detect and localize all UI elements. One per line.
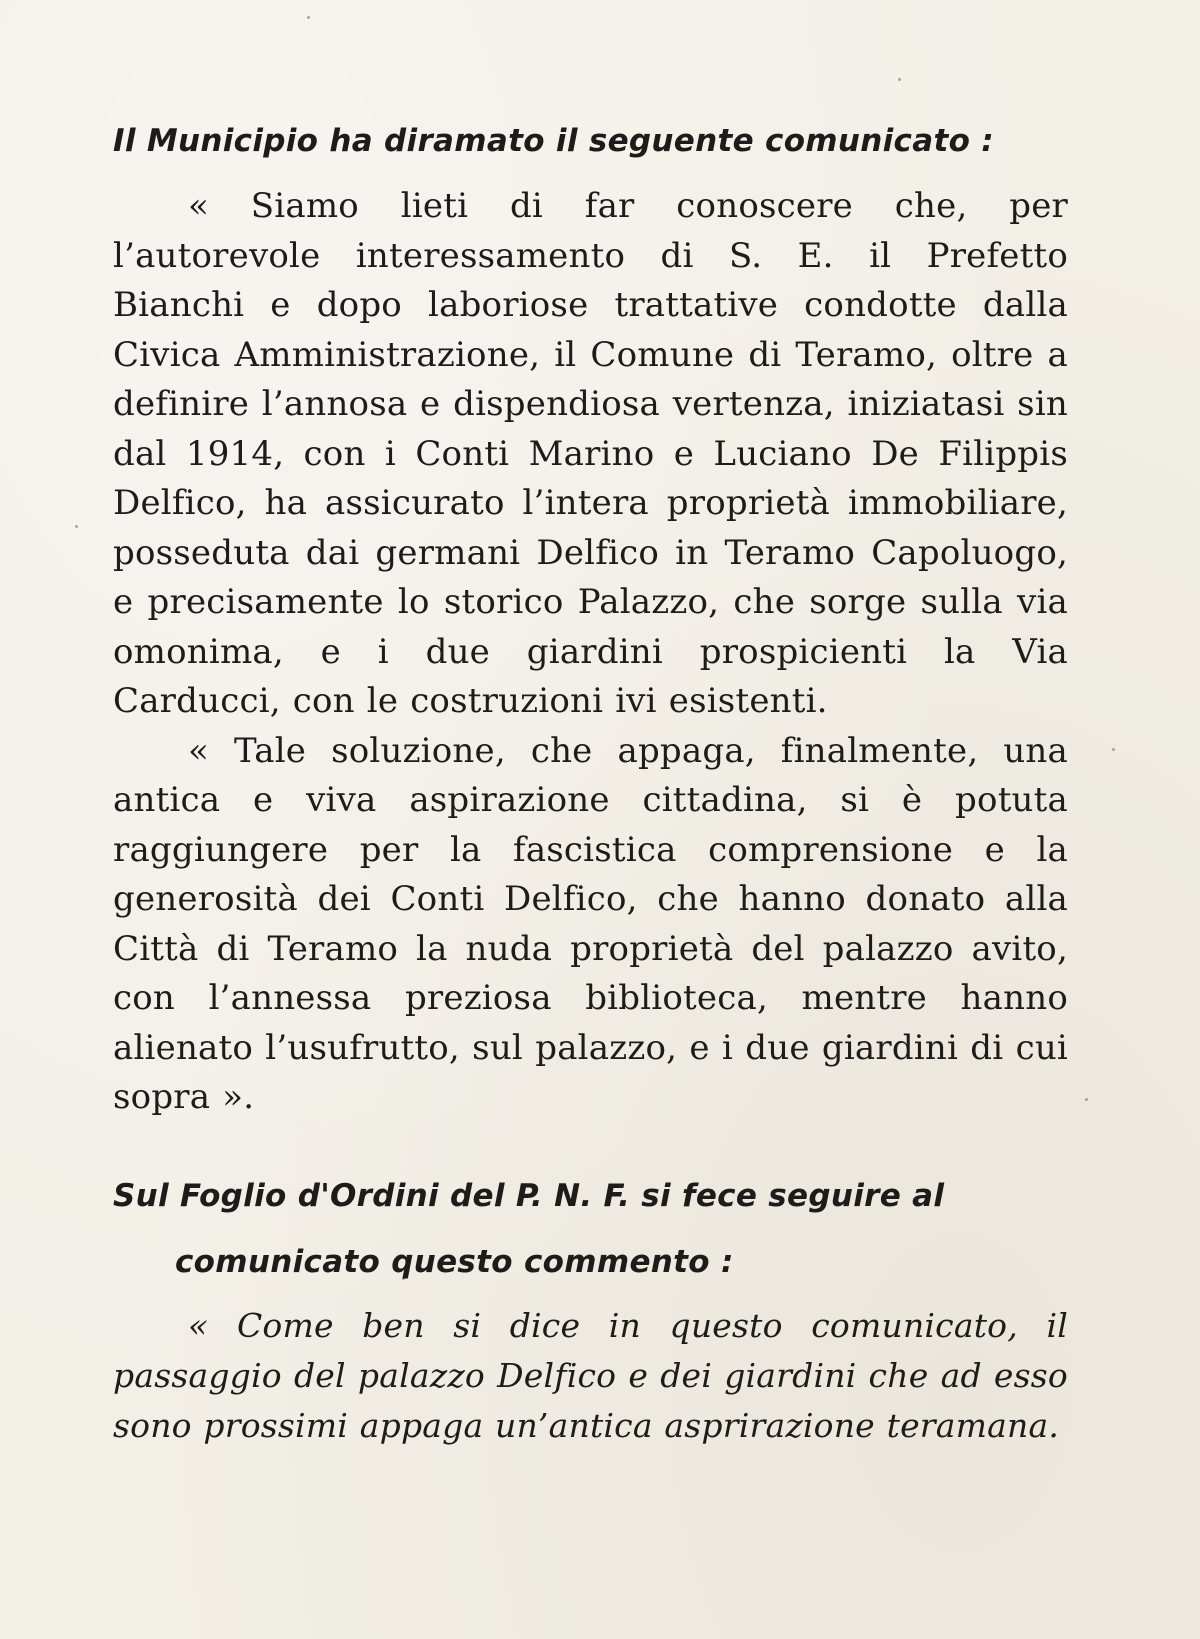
paper-speck — [307, 16, 310, 19]
notice-paragraph-2: « Tale soluzione, che appaga, finalmente, una antica e viva aspirazione cittadina, si è potuta raggiungere per la fascistica comprensione e la generosità dei Conti Delfico, che hanno donato alla Città di Teramo la nuda proprietà del palazzo avito, con l’annessa preziosa biblioteca, mentre hanno alienato l’usufrutto, sul palazzo, e i due giardini di cui sopra ». — [113, 730, 1068, 1117]
paper-speck — [898, 78, 901, 81]
municipal-notice-heading: Il Municipio ha diramato il seguente comunicato : — [113, 123, 994, 159]
commentary-paragraph: « Come ben si dice in questo comunicato, il passaggio del palazzo Delfico e dei giardini che ad esso sono prossimi appaga un’antica asprirazione teramana. — [113, 1305, 1068, 1445]
paper-speck — [75, 525, 78, 528]
notice-paragraph-1: « Siamo lieti di far conoscere che, per l’autorevole interessamento di S. E. il Prefetto Bianchi e dopo laboriose trattative condotte dalla Civica Amministrazione, il Comune di Teramo, oltre a definire l’annosa e dispendiosa vertenza, iniziatasi sin dal 1914, con i Conti Marino e Luciano De Filippis Delfico, ha assicurato l’intera proprietà immobiliare, posseduta dai germani Delfico in Teramo Capoluogo, e precisamente lo storico Palazzo, che sorge sulla via omonima, e i due giardini prospicienti la Via Carducci, con le costruzioni ivi esistenti. — [113, 186, 1068, 721]
paper-speck — [1112, 748, 1115, 751]
commentary-heading: Sul Foglio d'Ordini del P. N. F. si fece seguire al comunicato questo commento : — [113, 1177, 945, 1280]
document-body — [113, 108, 1068, 1451]
paper-speck — [1085, 1098, 1088, 1101]
